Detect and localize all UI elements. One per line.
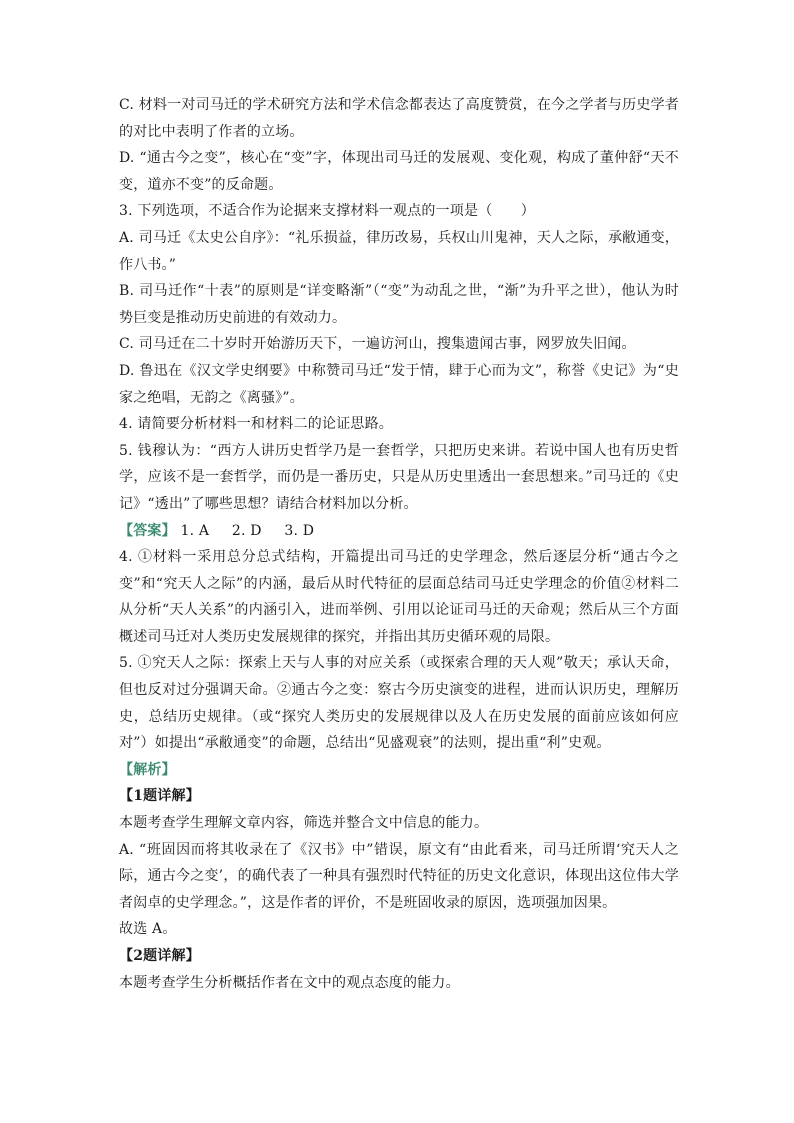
detail-1-explanation: A. “班固因而将其收录在了《汉书》中”错误，原文有“由此看来，司马迁所谓‘究天人之际，通古今之变’，的确代表了一种具有强烈时代特征的历史文化意识，体现出这位伟大学者闳卓的史学理念。”，这是作者的评价，不是班固收录的原因，选项强加因果。	[119, 841, 679, 911]
answer-1: 1. A	[180, 522, 210, 539]
question-3-option-a: A. 司马迁《太史公自序》：“礼乐损益，律历改易，兵权山川鬼神，天人之际，承敝通变，作八书。”	[119, 229, 679, 273]
question-3-option-b: B. 司马迁作“十表”的原则是“详变略渐”（“变”为动乱之世，“渐”为升平之世），他认为时势巨变是推动历史前进的有效动力。	[119, 283, 679, 326]
question-3: 3. 下列选项，不适合作为论据来支撑材料一观点的一项是（ ）	[119, 203, 536, 220]
answer-line	[119, 518, 679, 545]
answer-label: 【答案】	[119, 522, 176, 539]
detail-1-conclusion: 故选 A。	[119, 921, 177, 938]
question-5: 5. 钱穆认为：“西方人讲历史哲学乃是一套哲学，只把历史来讲。若说中国人也有历史哲学，应该不是一套哲学，而仍是一番历史，只是从历史里透出一套思想来。”司马迁的《史记》“透出”了哪些思想？请结合材料加以分析。	[119, 442, 679, 512]
document-body	[119, 92, 679, 996]
question-4: 4. 请简要分析材料一和材料二的论证思路。	[119, 416, 394, 433]
question-3-option-c: C. 司马迁在二十岁时开始游历天下，一遍访河山，搜集遗闻古事，网罗放失旧闻。	[119, 336, 636, 353]
option-c-paragraph: C. 材料一对司马迁的学术研究方法和学术信念都表达了高度赞赏，在今之学者与历史学者的对比中表明了作者的立场。	[119, 97, 679, 140]
option-d-paragraph: D. “通古今之变”，核心在“变”字，体现出司马迁的发展观、变化观，构成了董仲舒“天不变，道亦不变”的反命题。	[119, 150, 679, 193]
detail-2-heading: 【2题详解】	[119, 948, 200, 964]
detail-2-intro: 本题考查学生分析概括作者在文中的观点态度的能力。	[119, 974, 460, 991]
question-3-option-d: D. 鲁迅在《汉文学史纲要》中称赞司马迁“发于情，肆于心而为文”，称誉《史记》为“史家之绝唱，无韵之《离骚》”。	[119, 362, 679, 406]
answer-4-paragraph: 4. ①材料一采用总分总式结构，开篇提出司马迁的史学理念，然后逐层分析“通古今之变”和“究天人之际”的内涵，最后从时代特征的层面总结司马迁史学理念的价值②材料二从分析“天人关系”的内涵引入，进而举例、引用以论证司马迁的天命观；然后从三个方面概述司马迁对人类历史发展规律的探究，并指出其历史循环观的局限。	[119, 549, 679, 645]
analysis-heading: 【解析】	[119, 761, 176, 778]
answer-3: 3. D	[284, 522, 315, 539]
answer-5-paragraph: 5. ①究天人之际：探索上天与人事的对应关系（或探索合理的天人观”敬天；承认天命，但也反对过分强调天命。②通古今之变：察古今历史演变的进程，进而认识历史，理解历史，总结历史规律。（或“探究人类历史的发展规律以及人在历史发展的面前应该如何应对”）如提出“承敝通变”的命题，总结出“见盛观衰”的法则，提出重“利”史观。	[119, 655, 679, 752]
answer-2: 2. D	[231, 522, 262, 539]
detail-1-intro: 本题考查学生理解文章内容，筛选并整合文中信息的能力。	[119, 815, 489, 832]
detail-1-heading: 【1题详解】	[119, 788, 200, 805]
